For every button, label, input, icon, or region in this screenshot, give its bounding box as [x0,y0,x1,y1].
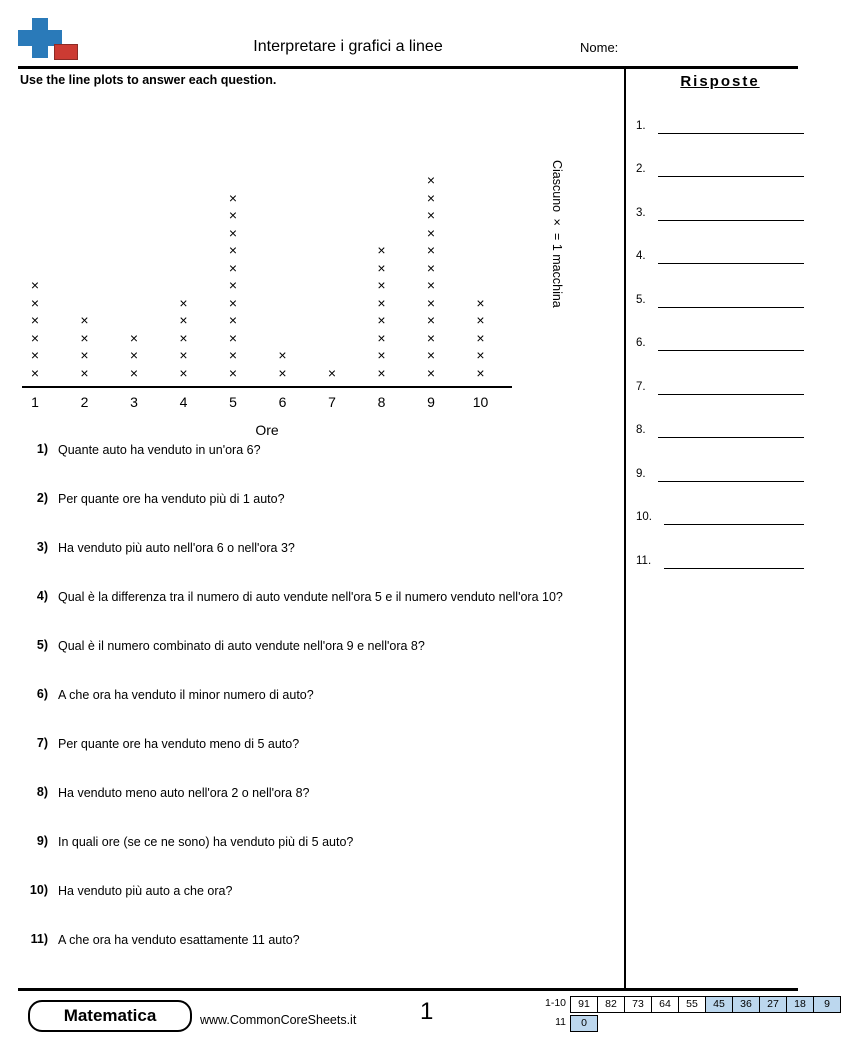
logo-red-box [54,44,78,60]
plot-x-mark: × [30,312,40,328]
brand-badge: Matematica [28,1000,192,1032]
plot-x-mark: × [80,347,89,363]
plot-x-mark: × [30,277,40,293]
plot-x-mark: × [179,329,188,346]
plot-x-axis-title: Ore [255,422,279,438]
plot-x-mark: × [30,347,40,363]
score-cell: 45 [705,996,733,1013]
plot-x-mark: × [377,259,386,276]
question-item [20,932,620,981]
score-cell: 82 [597,996,625,1013]
plot-x-mark: × [228,207,238,223]
plot-x-mark: × [476,364,485,381]
plot-tick-label: 8 [377,394,386,410]
plot-x-mark: × [228,364,238,381]
question-item [20,883,620,932]
plot-x-mark: × [426,189,436,206]
plot-x-mark: × [30,364,40,381]
plot-x-mark: × [179,347,188,363]
question-item [20,589,620,638]
plot-x-mark: × [476,294,485,311]
answer-row[interactable] [636,221,804,265]
site-url: www.CommonCoreSheets.it [200,1013,357,1027]
answer-row[interactable] [636,134,804,178]
answer-row[interactable] [636,525,804,569]
plot-tick-label: 10 [472,394,489,410]
page-number: 1 [420,998,434,1025]
plot-tick-label: 1 [31,394,39,410]
plot-x-mark: × [228,259,238,276]
plot-x-mark: × [228,329,238,346]
plot-x-mark: × [377,364,386,381]
plot-x-mark: × [377,294,386,311]
plot-x-mark: × [278,364,287,381]
answer-blank-line[interactable] [664,567,804,569]
answer-row[interactable] [636,308,804,352]
answer-number: 6. [636,337,646,349]
question-number: 3) [36,540,48,554]
plot-axis-line [22,386,512,388]
question-number: 10) [29,883,48,897]
score-cell: 55 [678,996,706,1013]
plot-x-mark: × [228,224,238,241]
plot-x-mark: × [377,242,386,258]
score-cell: 91 [570,996,598,1013]
answer-row[interactable] [636,351,804,395]
plot-x-mark: × [476,329,485,346]
answers-panel [636,66,804,569]
plot-x-mark: × [179,294,188,311]
question-item [20,491,620,540]
instructions-text: Use the line plots to answer each question. [20,73,277,87]
page-title: Interpretare i grafici a linee [253,38,443,55]
plot-x-mark: × [426,242,436,258]
plot-x-mark: × [426,347,436,363]
plot-column [22,277,48,382]
answer-number: 11. [636,554,652,567]
question-text: Per quante ore ha venduto più di 1 auto? [58,492,285,506]
plot-x-mark: × [426,277,436,293]
plot-x-mark: × [377,329,386,346]
plot-column [319,365,345,383]
plot-x-mark: × [377,277,386,293]
question-text: Quante auto ha venduto in un'ora 6? [58,443,261,457]
plot-tick-label: 2 [80,394,89,410]
plot-x-mark: × [426,312,436,328]
question-text: Per quante ore ha venduto meno di 5 auto? [58,737,300,751]
question-item [20,687,620,736]
plot-x-mark: × [30,329,40,346]
question-number: 7) [36,736,48,750]
question-number: 2) [36,491,48,505]
plot-x-mark: × [30,294,40,311]
answer-number: 4. [636,250,646,262]
plot-column [171,295,197,383]
answer-row[interactable] [636,482,804,526]
answer-row[interactable] [636,90,804,134]
plot-x-mark: × [228,294,238,311]
question-number: 1) [36,442,48,456]
answer-number: 3. [636,206,646,219]
plot-x-mark: × [426,294,436,311]
plot-x-mark: × [476,312,485,328]
plot-x-mark: × [426,329,436,346]
question-text: Ha venduto più auto a che ora? [58,884,233,898]
plot-x-mark: × [80,312,89,328]
plot-tick-label: 7 [328,394,336,410]
plot-column [72,312,98,382]
score-cell: 0 [570,1015,598,1032]
plot-tick-label: 5 [229,394,237,410]
answer-number: 1. [636,119,646,132]
plot-x-mark: × [426,364,436,381]
answers-list [636,90,804,569]
plot-x-mark: × [179,312,188,328]
math-plus-logo-icon [18,18,80,64]
question-text: A che ora ha venduto esattamente 11 auto? [58,933,300,947]
answer-row[interactable] [636,264,804,308]
plot-x-mark: × [377,312,386,328]
plot-x-mark: × [327,364,337,381]
plot-x-mark: × [80,364,89,381]
question-item [20,638,620,687]
plot-column [369,242,395,382]
footer-divider [18,988,798,991]
plot-x-mark: × [228,347,238,363]
answer-row[interactable] [636,438,804,482]
vertical-divider [624,68,626,988]
score-cell: 27 [759,996,787,1013]
plot-x-mark: × [129,329,139,346]
plot-x-mark: × [426,172,436,188]
question-number: 9) [36,834,48,848]
plot-x-mark: × [476,347,485,363]
score-row [530,996,840,1013]
plot-x-mark: × [426,207,436,223]
questions-list [20,442,620,981]
score-row-label: 11 [555,1016,566,1028]
answer-number: 5. [636,293,646,306]
plot-x-mark: × [278,347,287,363]
plot-x-mark: × [129,364,139,381]
question-number: 11) [30,932,48,946]
score-cell: 36 [732,996,760,1013]
plot-x-mark: × [228,189,238,206]
question-text: Ha venduto meno auto nell'ora 2 o nell'ora 8? [58,786,310,800]
answer-row[interactable] [636,177,804,221]
question-text: Qual è il numero combinato di auto vendute nell'ora 9 e nell'ora 8? [58,639,425,653]
line-plot [20,140,610,438]
plot-tick-label: 6 [278,394,287,410]
score-table [530,996,840,1034]
answer-number: 10. [636,511,652,523]
answer-number: 8. [636,424,646,436]
question-text: A che ora ha venduto il minor numero di auto? [58,688,314,702]
plot-column [418,172,444,382]
question-number: 5) [36,638,48,652]
answers-title: Risposte [680,73,760,90]
score-row [530,1015,840,1032]
name-label: Nome: [580,40,619,55]
plot-x-mark: × [179,364,188,381]
plot-column [121,330,147,383]
plot-x-mark: × [80,329,89,346]
score-cell: 18 [786,996,814,1013]
question-item [20,736,620,785]
question-item [20,442,620,491]
plot-x-mark: × [228,242,238,258]
plot-column [270,347,296,382]
plot-x-mark: × [426,224,436,241]
question-text: In quali ore (se ce ne sono) ha venduto più di 5 auto? [58,835,354,849]
plot-column [220,190,246,383]
question-text: Ha venduto più auto nell'ora 6 o nell'ora 3? [58,541,295,555]
plot-x-mark: × [228,277,238,293]
question-item [20,540,620,589]
score-cell: 64 [651,996,679,1013]
plot-column [468,295,494,383]
plot-tick-label: 3 [130,394,138,410]
question-item [20,834,620,883]
score-cell: 73 [624,996,652,1013]
page-header [18,18,798,66]
score-cell: 9 [813,996,841,1013]
answer-row[interactable] [636,395,804,439]
plot-tick-label: 4 [179,394,188,410]
plot-tick-label: 9 [427,394,435,410]
score-row-label: 1-10 [544,997,566,1009]
question-number: 4) [36,589,48,603]
question-number: 8) [36,785,48,799]
question-number: 6) [36,687,48,701]
question-item [20,785,620,834]
answer-number: 9. [636,467,646,480]
answer-number: 2. [636,163,646,175]
answer-number: 7. [636,380,646,393]
plot-x-mark: × [228,312,238,328]
plot-x-mark: × [377,347,386,363]
plot-x-mark: × [426,259,436,276]
plot-key-label: Ciascuno × = 1 macchina [550,160,564,308]
question-text: Qual è la differenza tra il numero di auto vendute nell'ora 5 e il numero venduto nell'ora 10? [58,590,563,604]
plot-x-mark: × [129,347,139,363]
